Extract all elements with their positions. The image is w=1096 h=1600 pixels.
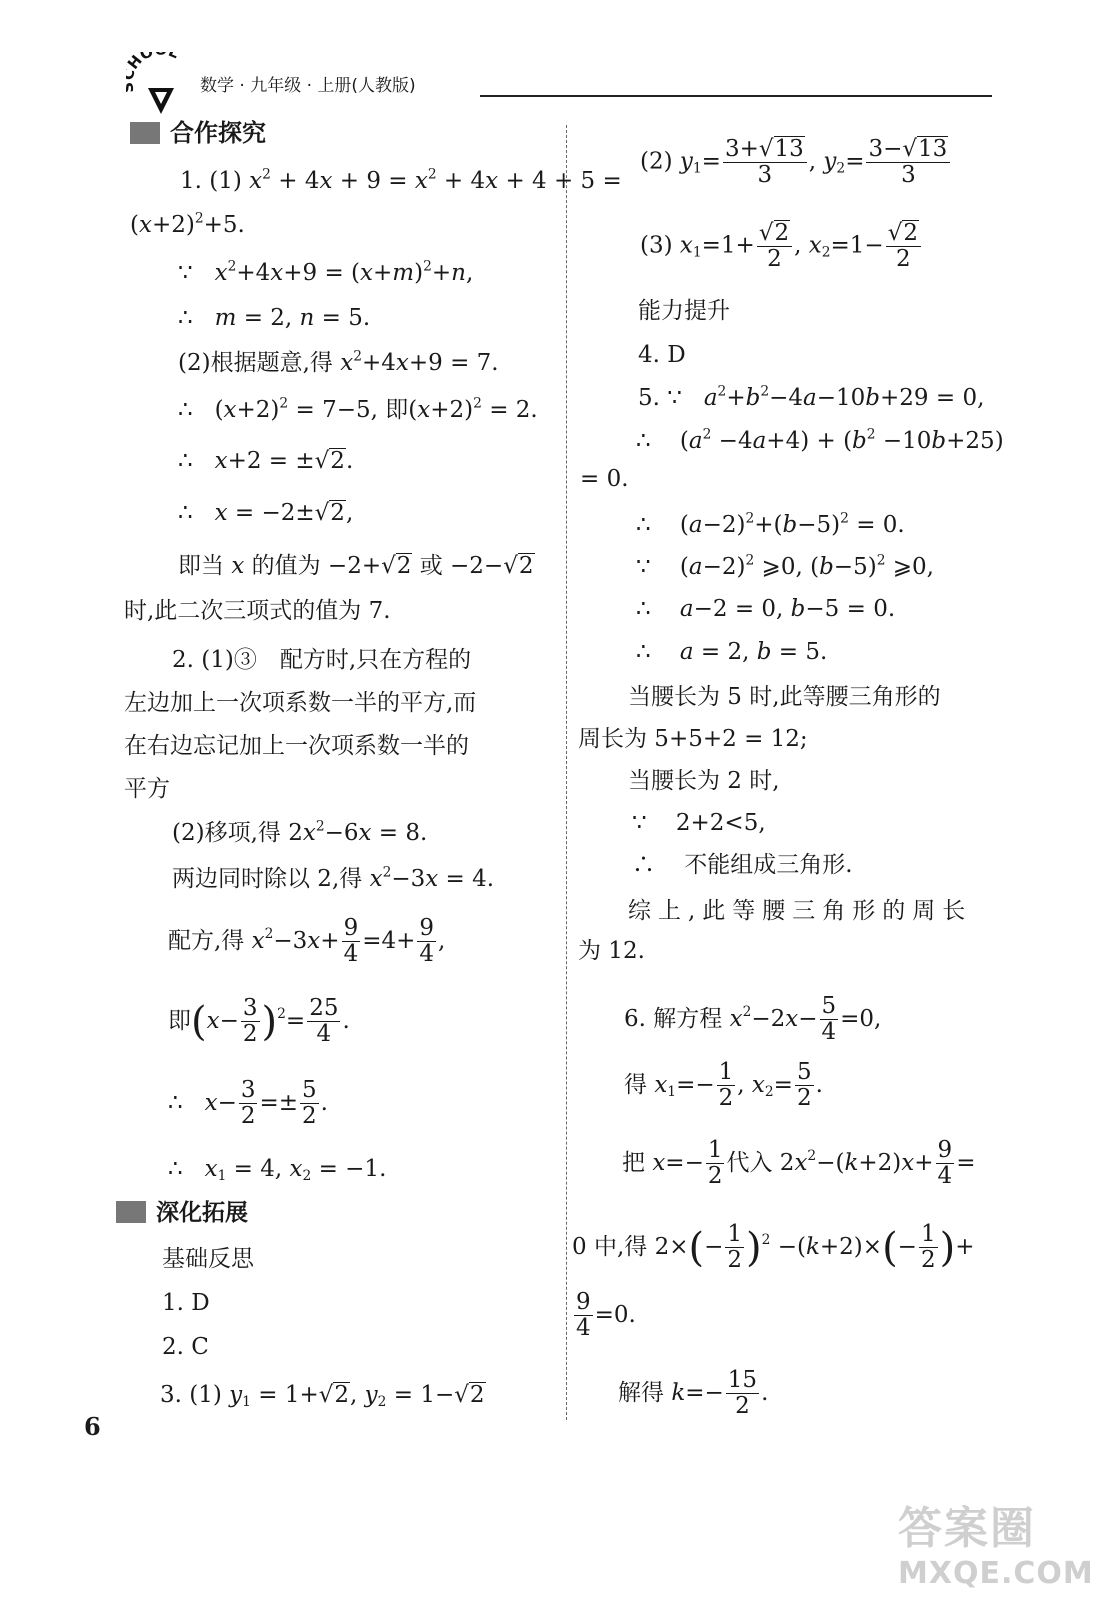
q1-conclusion-2: 时,此二次三项式的值为 7. [124,598,391,624]
q5-summary-a: 综上,此等腰三角形的周长 [628,898,973,924]
q2-part1-line4: 平方 [124,776,170,802]
answer-b2: 2. C [162,1334,209,1360]
q5-case2: 当腰长为 2 时, [628,768,780,794]
q5-line2: ∴ $(a^2 -4a+4) + (b^2 -10b+25)$ [636,426,1004,454]
column-divider [566,125,567,1420]
q5-line3: = 0. [580,466,629,492]
page-number: 6 [84,1412,101,1441]
q2-part2-line5: ∴ x− $\frac{3}{2}$ =± $\frac{5}{2}$ . [168,1077,328,1130]
q2-part2-line3: 配方,得 $x^2-3x+$ $\frac{9}{4}$ =4+ $\frac{9}{4}$ , [168,915,446,968]
q1-line7: ∴ x+2 = ±√2. [178,448,354,474]
q5-ineq-line: ∵ 2+2<5, [632,810,766,836]
section-heading-cooperate: 合作探究 [130,120,266,148]
q1-conclusion-1: 即当 x 的值为 −2+√2 或 −2−√2 [178,553,534,579]
q5-no-line: ∴ 不能组成三角形. [632,852,853,878]
subheading-ability: 能力提升 [638,298,730,324]
header-title: 数学 · 九年级 · 上册(人教版) [200,76,416,96]
q5-line6: ∴ a−2 = 0, b−5 = 0. [636,596,896,622]
q5-case5-b: 周长为 5+5+2 = 12; [578,726,808,752]
answer-b3-3: (3) $x_1=1+$ $\frac{√2}{2}$ , $x_2=1-$ $\frac{√2}{2}$ [640,220,923,273]
section-heading-deepen: 深化拓展 [116,1200,248,1226]
school-logo-icon [126,52,196,114]
q1-line1: 1. (1) $x^2 + 4x + 9 = x^2 + 4x + 4 + 5$ = [180,166,622,194]
q2-part2-line6: ∴ $x_1 = 4$, $x_2 = -1$. [168,1156,387,1185]
q1-line3: ∵ $x^2+4x+9 = (x+m)^2+n$, [178,258,474,286]
q5-line5: ∵ $(a-2)^2$ ⩾0, $(b-5)^2$ ⩾0, [636,552,934,580]
watermark [898,1492,1094,1591]
q1-line4: ∴ m = 2, n = 5. [178,305,371,331]
svg-text:SCHOOL [126,52,182,94]
q6-line1: 6. 解方程 $x^2-2x-$ $\frac{5}{4}$ =0, [624,993,882,1046]
q6-line2: 得 $x_1=-$ $\frac{1}{2}$ , $x_2=$ $\frac{5}{2}$ . [624,1059,823,1112]
q6-line4: 0 中,得 2×(− $\frac{1}{2}$ )$^2$ −(k+2)×(− $\frac{1}{2}$ )+ [572,1221,975,1274]
answer-b3-1: 3. (1) $y_1 = 1+√2$, $y_2 = 1-√2$ [160,1382,485,1411]
section-marker-icon [130,122,160,144]
q6-line3: 把 x=− $\frac{1}{2}$ 代入 $2x^2-(k+2)x+$ $\frac{9}{4}$ = [622,1137,976,1190]
q6-line6: 解得 k=− $\frac{15}{2}$ . [618,1367,769,1420]
q6-line5: $\frac{9}{4}$ =0. [576,1289,636,1342]
answer-b3-2: (2) $y_1=$ $\frac{3+√13}{3}$ , $y_2=$ $\frac{3-√13}{3}$ [640,136,952,189]
section-marker-icon [116,1201,146,1223]
answer-b1: 1. D [162,1290,210,1316]
watermark-top: 答案圈 [898,1503,1036,1554]
q5-line4: ∴ $(a-2)^2+(b-5)^2 = 0$. [636,510,905,538]
q2-part2-line4: 即(x− $\frac{3}{2}$ )$^2$= $\frac{25}{4}$ . [168,995,350,1048]
q2-part2-line1: (2)移项,得 $2x^2-6x = 8$. [172,818,428,846]
q2-part1-line1: 2. (1)③ 配方时,只在方程的 [172,647,472,673]
q1-line6: ∴ $(x+2)^2 = 7-5$, 即$(x+2)^2 = 2$. [178,395,538,423]
q5-line7: ∴ a = 2, b = 5. [636,639,828,665]
answer-a4: 4. D [638,342,686,368]
logo-text: HO L [126,52,182,73]
q2-part1-line3: 在右边忘记加上一次项系数一半的 [124,733,469,759]
subheading-basic: 基础反思 [162,1246,254,1272]
school-logo [126,52,196,120]
q5-line1: 5. ∵ $a^2+b^2-4a-10b+29 = 0$, [638,383,985,411]
q5-summary-b: 为 12. [578,938,645,964]
header-rule [480,95,992,97]
q2-part1-line2: 左边加上一次项系数一半的平方,而 [124,690,477,716]
q1-line2: $(x+2)^2+5$. [130,210,245,238]
q5-case5-a: 当腰长为 5 时,此等腰三角形的 [628,684,941,710]
q1-line8: ∴ x = −2±√2, [178,500,354,526]
watermark-bottom: MXQE.COM [898,1556,1094,1591]
q1-part2-intro: (2)根据题意,得 $x^2+4x+9 = 7$. [178,348,499,376]
q2-part2-line2: 两边同时除以 2,得 $x^2-3x = 4$. [172,864,495,892]
